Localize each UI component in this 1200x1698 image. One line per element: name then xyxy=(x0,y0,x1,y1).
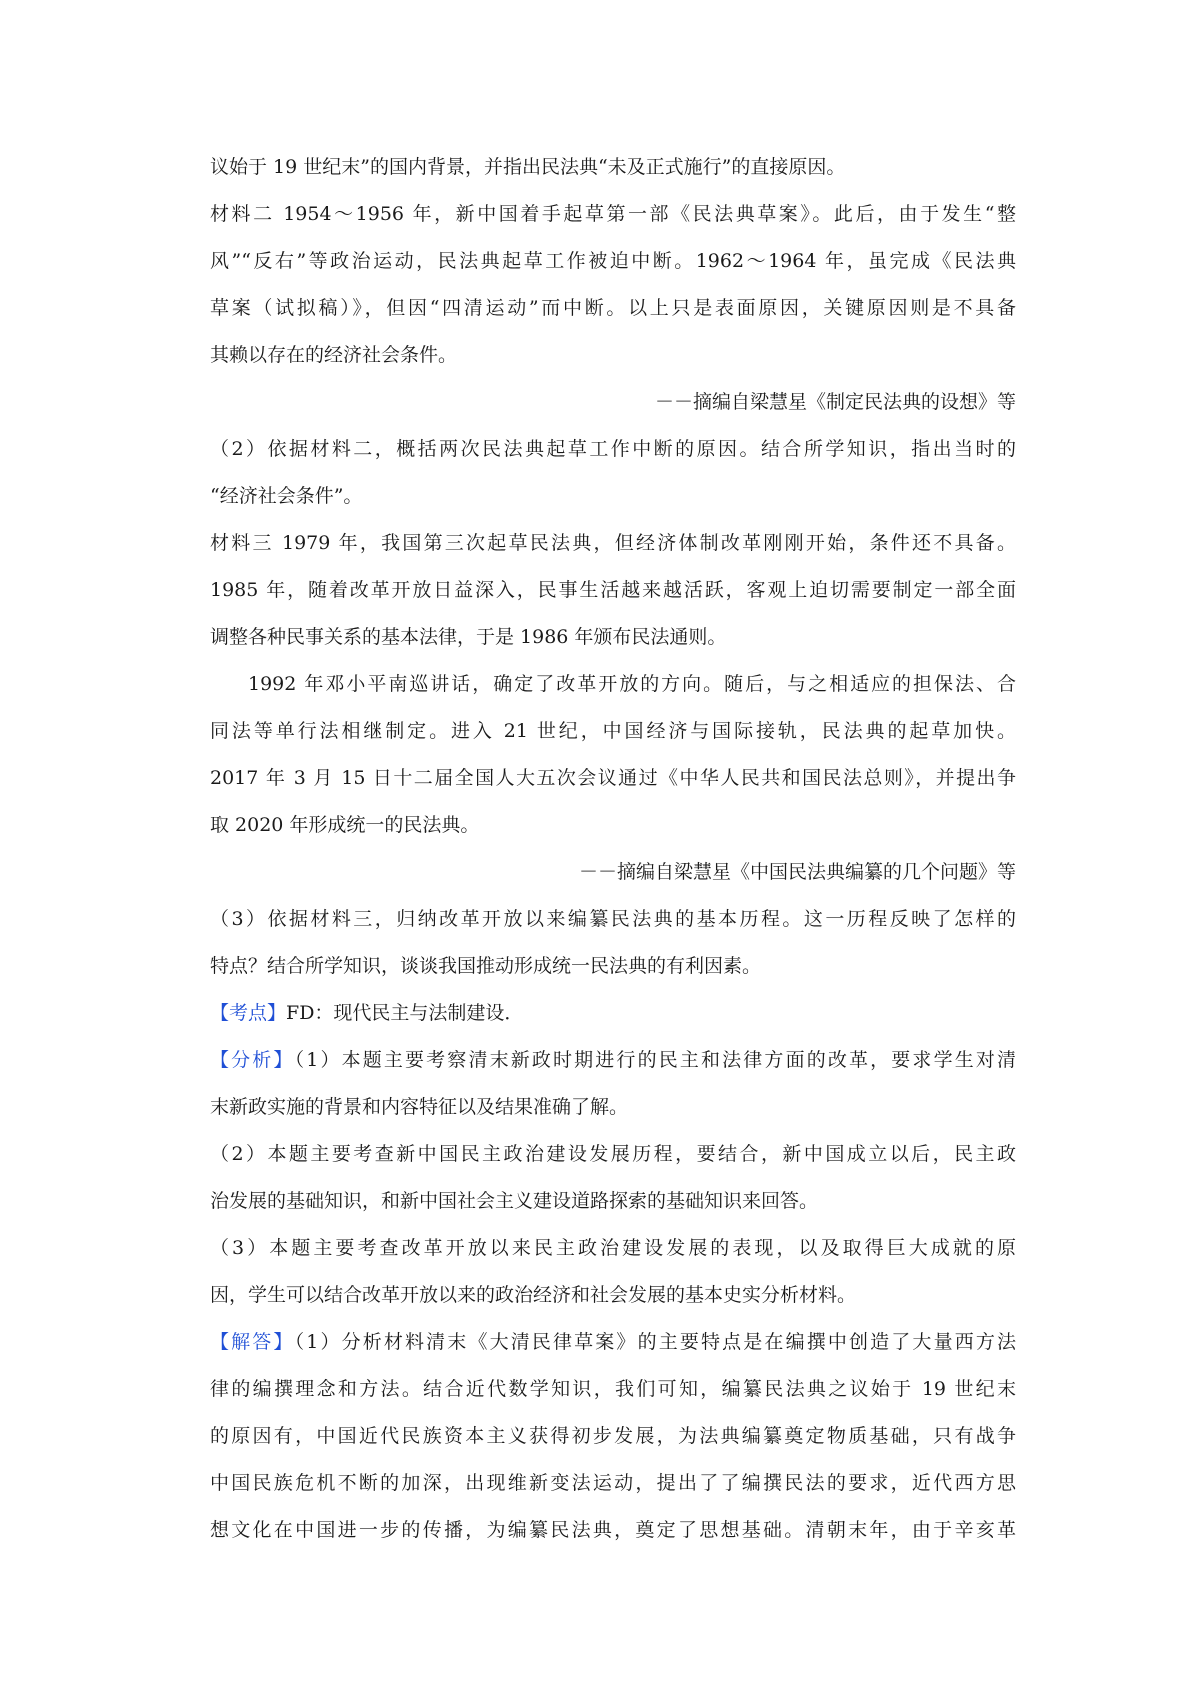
text-line: 材料二 1954～1956 年，新中国着手起草第一部《民法典草案》。此后，由于发生“整 xyxy=(210,203,1016,225)
jieda-text: （1）分析材料清末《大清民律草案》的主要特点是在编撰中创造了大量西方法 xyxy=(294,1331,1016,1353)
fenxi-line: （2）本题主要考查新中国民主政治建设发展历程，要结合，新中国成立以后，民主政 xyxy=(210,1143,1016,1165)
jieda-line xyxy=(210,1327,1016,1357)
fenxi-line: 治发展的基础知识，和新中国社会主义建设道路探索的基础知识来回答。 xyxy=(210,1190,819,1212)
kaodian-text: FD：现代民主与法制建设． xyxy=(286,1002,524,1024)
fenxi-line: 因，学生可以结合改革开放以来的政治经济和社会发展的基本史实分析材料。 xyxy=(210,1284,857,1306)
text-line: 2017 年 3 月 15 日十二届全国人大五次会议通过《中华人民共和国民法总则》，并提出争 xyxy=(210,767,1016,789)
text-line: 调整各种民事关系的基本法律，于是 1986 年颁布民法通则。 xyxy=(210,626,727,648)
fenxi-line: 末新政实施的背景和内容特征以及结果准确了解。 xyxy=(210,1096,629,1118)
text-line: 1985 年，随着改革开放日益深入，民事生活越来越活跃，客观上迫切需要制定一部全面 xyxy=(210,579,1016,601)
text-line: 同法等单行法相继制定。进入 21 世纪，中国经济与国际接轨，民法典的起草加快。 xyxy=(210,720,1016,742)
text-line: 材料三 1979 年，我国第三次起草民法典，但经济体制改革刚刚开始，条件还不具备。 xyxy=(210,532,1016,554)
kaodian-tag: 【考点】 xyxy=(210,1002,287,1024)
text-line: 议始于 19 世纪末”的国内背景，并指出民法典“未及正式施行”的直接原因。 xyxy=(210,156,846,178)
text-line: 取 2020 年形成统一的民法典。 xyxy=(210,814,480,836)
jieda-line: 律的编撰理念和方法。结合近代数学知识，我们可知，编纂民法典之议始于 19 世纪末 xyxy=(210,1378,1016,1400)
source-citation: －－摘编自梁慧星《制定民法典的设想》等 xyxy=(654,391,1016,413)
fenxi-text: （1）本题主要考察清末新政时期进行的民主和法律方面的改革，要求学生对清 xyxy=(294,1049,1016,1071)
text-line: 风”“反右”等政治运动，民法典起草工作被迫中断。1962～1964 年，虽完成《民法典 xyxy=(210,250,1016,272)
kaodian-line xyxy=(210,998,1016,1028)
text-line: 1992 年邓小平南巡讲话，确定了改革开放的方向。随后，与之相适应的担保法、合 xyxy=(248,673,1016,695)
jieda-line: 的原因有，中国近代民族资本主义获得初步发展，为法典编纂奠定物质基础，只有战争 xyxy=(210,1425,1016,1447)
text-line: 草案（试拟稿）》，但因“四清运动”而中断。以上只是表面原因，关键原因则是不具备 xyxy=(210,297,1016,319)
question-3-cont: 特点？结合所学知识，谈谈我国推动形成统一民法典的有利因素。 xyxy=(210,955,762,977)
jieda-tag: 【解答】 xyxy=(210,1331,295,1353)
fenxi-line xyxy=(210,1045,1016,1075)
fenxi-line: （3）本题主要考查改革开放以来民主政治建设发展的表现，以及取得巨大成就的原 xyxy=(210,1237,1016,1259)
jieda-line: 想文化在中国进一步的传播，为编纂民法典，奠定了思想基础。清朝末年，由于辛亥革 xyxy=(210,1519,1016,1541)
fenxi-tag: 【分析】 xyxy=(210,1049,295,1071)
text-line: 其赖以存在的经济社会条件。 xyxy=(210,344,458,366)
question-2-cont: “经济社会条件”。 xyxy=(210,485,363,507)
jieda-line: 中国民族危机不断的加深，出现维新变法运动，提出了了编撰民法的要求，近代西方思 xyxy=(210,1472,1016,1494)
question-2: （2）依据材料二，概括两次民法典起草工作中断的原因。结合所学知识，指出当时的 xyxy=(210,438,1016,460)
question-3: （3）依据材料三，归纳改革开放以来编纂民法典的基本历程。这一历程反映了怎样的 xyxy=(210,908,1016,930)
source-citation: －－摘编自梁慧星《中国民法典编纂的几个问题》等 xyxy=(578,861,1016,883)
